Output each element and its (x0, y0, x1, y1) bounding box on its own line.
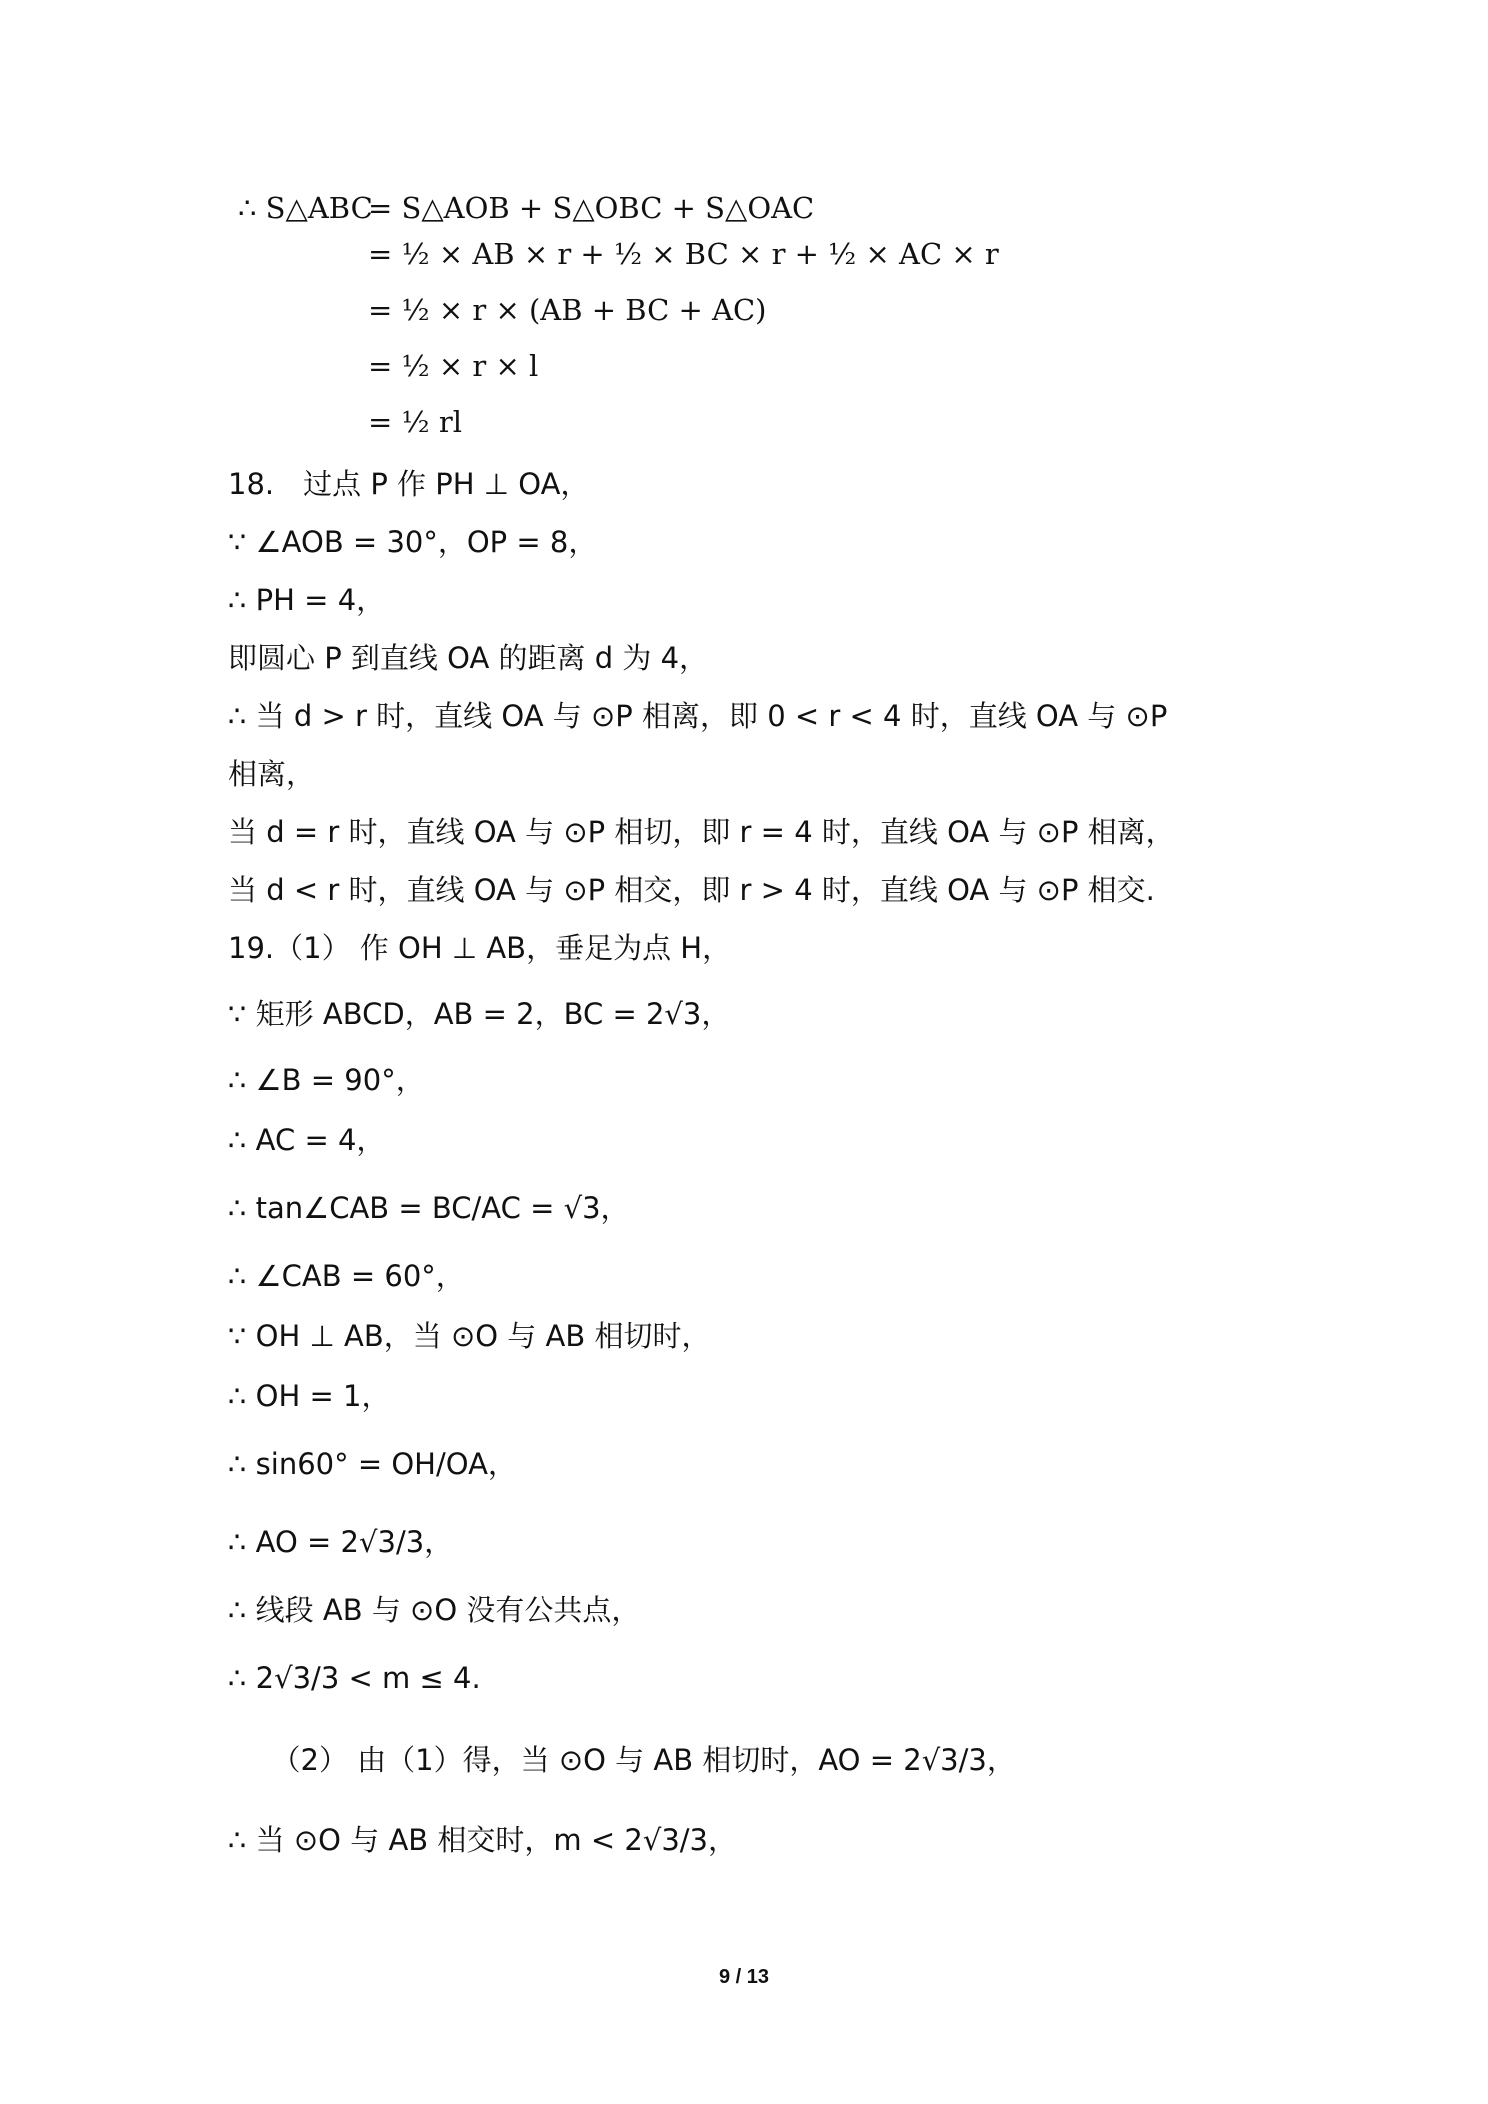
q19-line-10: ∴ AO = 2√3/3， (228, 1525, 454, 1559)
q18-line-7: 当 d = r 时，直线 OA 与 ⊙P 相切，即 r = 4 时，直线 OA 与 ⊙P 相离， (228, 815, 1175, 849)
equation-row-3: = ½ × r × (AB + BC + AC) (368, 293, 767, 327)
q18-line-3: ∴ PH = 4， (228, 583, 386, 617)
q19-line-12: ∴ 2√3/3 < m ≤ 4. (228, 1661, 481, 1695)
q18-line-1: 18. 过点 P 作 PH ⊥ OA， (228, 467, 590, 501)
equation-row-5: = ½ rl (368, 405, 462, 439)
q18-line-5: ∴ 当 d > r 时，直线 OA 与 ⊙P 相离，即 0 < r < 4 时，直线 OA 与 ⊙P (228, 699, 1168, 733)
q19-line-4: ∴ AC = 4， (228, 1123, 386, 1157)
q19-line-8: ∴ OH = 1， (228, 1379, 391, 1413)
q19-line-3: ∴ ∠B = 90°， (228, 1063, 425, 1097)
q19-line-7: ∵ OH ⊥ AB，当 ⊙O 与 AB 相切时， (228, 1319, 711, 1353)
q18-line-4: 即圆心 P 到直线 OA 的距离 d 为 4， (228, 641, 709, 675)
q18-line-6: 相离， (228, 757, 316, 791)
q19-line-14: ∴ 当 ⊙O 与 AB 相交时，m < 2√3/3， (228, 1823, 737, 1857)
q19-line-2: ∵ 矩形 ABCD，AB = 2，BC = 2√3， (228, 997, 731, 1031)
equation-row-4: = ½ × r × l (368, 349, 539, 383)
q19-line-6: ∴ ∠CAB = 60°， (228, 1259, 465, 1293)
q19-line-5: ∴ tan∠CAB = BC/AC = √3， (228, 1191, 630, 1225)
q19-line-9: ∴ sin60° = OH/OA， (228, 1447, 517, 1481)
page-number: 9 / 13 (718, 1966, 770, 1988)
equation-row-2: = ½ × AB × r + ½ × BC × r + ½ × AC × r (368, 237, 999, 271)
q19-line-11: ∴ 线段 AB 与 ⊙O 没有公共点， (228, 1593, 641, 1627)
q18-line-2: ∵ ∠AOB = 30°，OP = 8， (228, 525, 598, 559)
q18-line-8: 当 d < r 时，直线 OA 与 ⊙P 相交，即 r > 4 时，直线 OA 与 ⊙P 相交. (228, 873, 1155, 907)
equation-row-1: = S△AOB + S△OBC + S△OAC (368, 191, 815, 225)
equation-lhs: ∴ S△ABC (238, 191, 373, 225)
q19-line-1: 19.（1） 作 OH ⊥ AB，垂足为点 H， (228, 931, 732, 965)
q19-line-13: （2） 由（1）得，当 ⊙O 与 AB 相切时，AO = 2√3/3， (228, 1743, 1016, 1777)
